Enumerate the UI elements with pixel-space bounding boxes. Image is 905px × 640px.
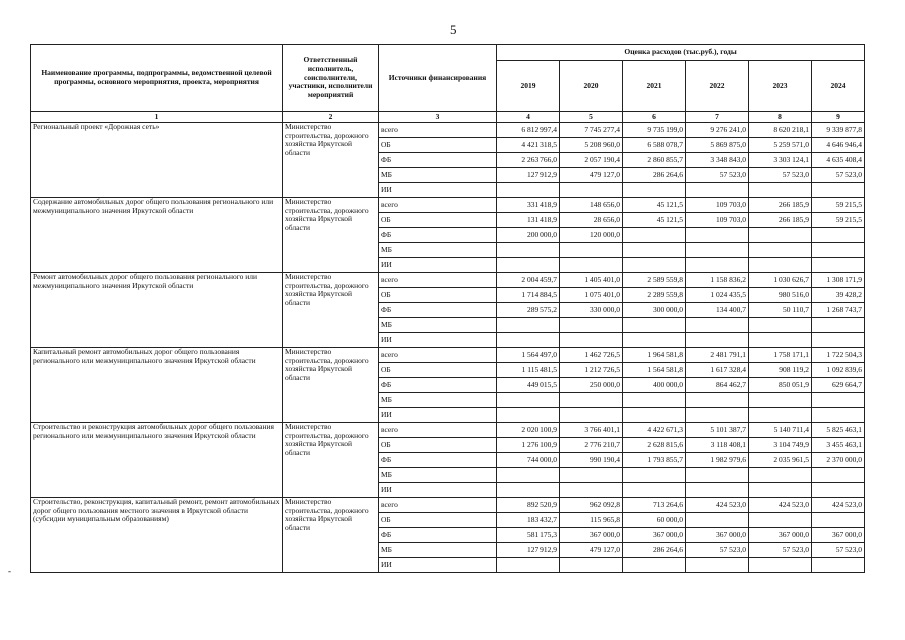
cost-value xyxy=(497,558,560,573)
cost-value xyxy=(497,468,560,483)
cost-value xyxy=(623,243,686,258)
cost-value: 57 523,0 xyxy=(686,168,749,183)
cost-value: 5 208 960,0 xyxy=(560,138,623,153)
funding-source: всего xyxy=(379,123,497,138)
cost-value: 479 127,0 xyxy=(560,543,623,558)
cost-value: 183 432,7 xyxy=(497,513,560,528)
cost-value: 4 646 946,4 xyxy=(812,138,865,153)
funding-source: ФБ xyxy=(379,378,497,393)
cost-value xyxy=(749,468,812,483)
cost-value xyxy=(749,483,812,498)
cost-value: 57 523,0 xyxy=(749,543,812,558)
cost-value: 2 628 815,6 xyxy=(623,438,686,453)
cost-value xyxy=(686,558,749,573)
cost-value: 367 000,0 xyxy=(812,528,865,543)
cost-value: 1 092 839,6 xyxy=(812,363,865,378)
funding-source: МБ xyxy=(379,168,497,183)
cost-value: 7 745 277,4 xyxy=(560,123,623,138)
funding-source: ОБ xyxy=(379,213,497,228)
funding-source: МБ xyxy=(379,318,497,333)
cost-value: 629 664,7 xyxy=(812,378,865,393)
funding-source: ИИ xyxy=(379,258,497,273)
cost-value: 962 092,8 xyxy=(560,498,623,513)
cost-value xyxy=(749,558,812,573)
cost-value xyxy=(623,483,686,498)
funding-source: ОБ xyxy=(379,438,497,453)
responsible-executor: Министерство строительства, дорожного хозяйства Иркутской области xyxy=(283,348,379,423)
cost-value xyxy=(623,183,686,198)
funding-source: ОБ xyxy=(379,288,497,303)
cost-value: 367 000,0 xyxy=(686,528,749,543)
cost-value: 57 523,0 xyxy=(812,543,865,558)
cost-value: 1 617 328,4 xyxy=(686,363,749,378)
table-row xyxy=(31,123,865,138)
cost-value: 3 766 401,1 xyxy=(560,423,623,438)
cost-value: 2 035 961,5 xyxy=(749,453,812,468)
cost-value xyxy=(812,333,865,348)
cost-value: 148 656,0 xyxy=(560,198,623,213)
funding-source: МБ xyxy=(379,468,497,483)
cost-value: 4 635 408,4 xyxy=(812,153,865,168)
cost-value: 115 965,8 xyxy=(560,513,623,528)
cost-value: 9 276 241,0 xyxy=(686,123,749,138)
header-cost-estimate: Оценка расходов (тыс.руб.), годы xyxy=(497,45,865,61)
header-year: 2021 xyxy=(623,61,686,112)
cost-value: 266 185,9 xyxy=(749,213,812,228)
cost-value: 2 004 459,7 xyxy=(497,273,560,288)
cost-value xyxy=(812,513,865,528)
funding-source: МБ xyxy=(379,543,497,558)
cost-value xyxy=(686,243,749,258)
funding-source: всего xyxy=(379,498,497,513)
cost-value xyxy=(497,183,560,198)
cost-value: 57 523,0 xyxy=(812,168,865,183)
cost-value xyxy=(497,408,560,423)
cost-value: 424 523,0 xyxy=(686,498,749,513)
cost-value: 3 455 463,1 xyxy=(812,438,865,453)
cost-value xyxy=(560,393,623,408)
cost-value: 864 462,7 xyxy=(686,378,749,393)
cost-value: 1 158 836,2 xyxy=(686,273,749,288)
cost-value: 5 259 571,0 xyxy=(749,138,812,153)
cost-value: 45 121,5 xyxy=(623,213,686,228)
table-row xyxy=(31,423,865,438)
funding-source: ИИ xyxy=(379,558,497,573)
cost-value: 3 104 749,9 xyxy=(749,438,812,453)
cost-value: 127 912,9 xyxy=(497,168,560,183)
funding-source: ФБ xyxy=(379,228,497,243)
column-number: 7 xyxy=(686,112,749,123)
cost-value: 1 964 581,8 xyxy=(623,348,686,363)
cost-value: 6 588 078,7 xyxy=(623,138,686,153)
cost-value: 424 523,0 xyxy=(749,498,812,513)
cost-value: 286 264,6 xyxy=(623,543,686,558)
cost-value xyxy=(812,318,865,333)
cost-value: 1 714 884,5 xyxy=(497,288,560,303)
header-year: 2024 xyxy=(812,61,865,112)
funding-source: ФБ xyxy=(379,528,497,543)
funding-source: всего xyxy=(379,423,497,438)
cost-value xyxy=(812,183,865,198)
cost-value: 1 564 581,8 xyxy=(623,363,686,378)
cost-value: 57 523,0 xyxy=(749,168,812,183)
cost-value: 39 428,2 xyxy=(812,288,865,303)
cost-value xyxy=(749,393,812,408)
cost-value: 2 776 210,7 xyxy=(560,438,623,453)
cost-value: 400 000,0 xyxy=(623,378,686,393)
cost-value: 4 421 318,5 xyxy=(497,138,560,153)
cost-value xyxy=(560,318,623,333)
cost-value xyxy=(812,558,865,573)
cost-value: 6 812 997,4 xyxy=(497,123,560,138)
cost-value xyxy=(812,483,865,498)
funding-source: ОБ xyxy=(379,363,497,378)
cost-value: 1 758 171,1 xyxy=(749,348,812,363)
cost-value: 1 462 726,5 xyxy=(560,348,623,363)
measure-name: Строительство, реконструкция, капитальный ремонт, ремонт автомобильных дорог общего пользования местного значения в Иркутской области (субсидии муниципальным образованиям) xyxy=(31,498,283,573)
cost-value: 744 000,0 xyxy=(497,453,560,468)
responsible-executor: Министерство строительства, дорожного хозяйства Иркутской области xyxy=(283,273,379,348)
cost-value xyxy=(749,333,812,348)
cost-value xyxy=(812,243,865,258)
cost-value xyxy=(623,228,686,243)
cost-value: 2 263 766,0 xyxy=(497,153,560,168)
cost-value xyxy=(812,258,865,273)
column-number: 4 xyxy=(497,112,560,123)
cost-value: 892 520,9 xyxy=(497,498,560,513)
cost-value: 367 000,0 xyxy=(623,528,686,543)
cost-value: 109 703,0 xyxy=(686,213,749,228)
column-number: 5 xyxy=(560,112,623,123)
cost-value xyxy=(686,183,749,198)
cost-value: 300 000,0 xyxy=(623,303,686,318)
cost-value: 4 422 671,3 xyxy=(623,423,686,438)
cost-value: 286 264,6 xyxy=(623,168,686,183)
funding-source: ИИ xyxy=(379,333,497,348)
cost-value: 266 185,9 xyxy=(749,198,812,213)
cost-value xyxy=(686,333,749,348)
table-row xyxy=(31,198,865,213)
measure-name: Капитальный ремонт автомобильных дорог общего пользования регионального или межмуниципального значения Иркутской области xyxy=(31,348,283,423)
cost-value: 3 348 843,0 xyxy=(686,153,749,168)
cost-value: 57 523,0 xyxy=(686,543,749,558)
cost-value xyxy=(497,243,560,258)
column-number: 9 xyxy=(812,112,865,123)
cost-value: 5 101 387,7 xyxy=(686,423,749,438)
cost-value xyxy=(497,483,560,498)
cost-value xyxy=(686,513,749,528)
cost-value xyxy=(560,408,623,423)
cost-value: 2 370 000,0 xyxy=(812,453,865,468)
cost-value xyxy=(686,258,749,273)
funding-source: ИИ xyxy=(379,408,497,423)
cost-value: 1 982 979,6 xyxy=(686,453,749,468)
cost-value: 850 051,9 xyxy=(749,378,812,393)
cost-value: 60 000,0 xyxy=(623,513,686,528)
cost-value: 2 289 559,8 xyxy=(623,288,686,303)
funding-source: ФБ xyxy=(379,453,497,468)
cost-value: 1 564 497,0 xyxy=(497,348,560,363)
cost-value xyxy=(497,393,560,408)
cost-value xyxy=(560,243,623,258)
cost-value: 479 127,0 xyxy=(560,168,623,183)
cost-value: 200 000,0 xyxy=(497,228,560,243)
cost-value: 424 523,0 xyxy=(812,498,865,513)
cost-value xyxy=(686,318,749,333)
cost-value xyxy=(749,228,812,243)
cost-value: 1 268 743,7 xyxy=(812,303,865,318)
cost-value xyxy=(560,558,623,573)
cost-value xyxy=(812,393,865,408)
cost-value xyxy=(623,333,686,348)
cost-value: 1 405 401,0 xyxy=(560,273,623,288)
funding-source: всего xyxy=(379,273,497,288)
responsible-executor: Министерство строительства, дорожного хозяйства Иркутской области xyxy=(283,198,379,273)
cost-value: 5 869 875,0 xyxy=(686,138,749,153)
cost-value xyxy=(623,393,686,408)
funding-source: ИИ xyxy=(379,483,497,498)
cost-value: 1 722 504,3 xyxy=(812,348,865,363)
funding-source: ОБ xyxy=(379,513,497,528)
cost-value xyxy=(497,318,560,333)
cost-value: 134 400,7 xyxy=(686,303,749,318)
cost-value: 3 118 408,1 xyxy=(686,438,749,453)
cost-value xyxy=(749,408,812,423)
cost-value xyxy=(560,183,623,198)
cost-value xyxy=(623,258,686,273)
measure-name: Строительство и реконструкция автомобильных дорог общего пользования регионального или межмуниципального значения Иркутской области xyxy=(31,423,283,498)
cost-value xyxy=(623,318,686,333)
responsible-executor: Министерство строительства, дорожного хозяйства Иркутской области xyxy=(283,423,379,498)
cost-value xyxy=(749,513,812,528)
cost-value: 1 276 100,9 xyxy=(497,438,560,453)
cost-value: 1 075 401,0 xyxy=(560,288,623,303)
cost-value: 50 110,7 xyxy=(749,303,812,318)
cost-value xyxy=(560,483,623,498)
header-year: 2019 xyxy=(497,61,560,112)
cost-value: 980 516,0 xyxy=(749,288,812,303)
funding-source: всего xyxy=(379,198,497,213)
cost-value xyxy=(749,258,812,273)
cost-value: 1 308 171,9 xyxy=(812,273,865,288)
cost-value xyxy=(686,393,749,408)
cost-value: 9 339 877,8 xyxy=(812,123,865,138)
cost-value: 713 264,6 xyxy=(623,498,686,513)
cost-value: 367 000,0 xyxy=(749,528,812,543)
cost-value: 131 418,9 xyxy=(497,213,560,228)
cost-value xyxy=(560,258,623,273)
cost-value xyxy=(812,408,865,423)
cost-value xyxy=(623,558,686,573)
cost-value xyxy=(497,333,560,348)
cost-value xyxy=(812,468,865,483)
header-program-name: Наименование программы, подпрограммы, ведомственной целевой программы, основного мероприятия, проекта, мероприятия xyxy=(31,45,283,112)
cost-value: 59 215,5 xyxy=(812,198,865,213)
column-number: 3 xyxy=(379,112,497,123)
cost-value: 250 000,0 xyxy=(560,378,623,393)
cost-value: 1 115 481,5 xyxy=(497,363,560,378)
header-funding-source: Источники финансирования xyxy=(379,45,497,112)
header-year: 2023 xyxy=(749,61,812,112)
cost-value xyxy=(623,408,686,423)
cost-value xyxy=(686,228,749,243)
cost-value: 28 656,0 xyxy=(560,213,623,228)
funding-source: МБ xyxy=(379,243,497,258)
cost-value xyxy=(560,468,623,483)
header-year: 2020 xyxy=(560,61,623,112)
cost-value: 581 175,3 xyxy=(497,528,560,543)
cost-value xyxy=(749,318,812,333)
cost-value: 330 000,0 xyxy=(560,303,623,318)
expenditure-table xyxy=(30,44,865,573)
table-row xyxy=(31,273,865,288)
table-body xyxy=(31,123,865,573)
cost-value: 3 303 124,1 xyxy=(749,153,812,168)
cost-value: 2 020 100,9 xyxy=(497,423,560,438)
cost-value: 2 860 855,7 xyxy=(623,153,686,168)
cost-value: 2 589 559,8 xyxy=(623,273,686,288)
column-number: 8 xyxy=(749,112,812,123)
cost-value: 5 825 463,1 xyxy=(812,423,865,438)
header-year: 2022 xyxy=(686,61,749,112)
funding-source: МБ xyxy=(379,393,497,408)
funding-source: всего xyxy=(379,348,497,363)
cost-value: 5 140 711,4 xyxy=(749,423,812,438)
cost-value: 1 024 435,5 xyxy=(686,288,749,303)
funding-source: ФБ xyxy=(379,153,497,168)
cost-value: 289 575,2 xyxy=(497,303,560,318)
responsible-executor: Министерство строительства, дорожного хозяйства Иркутской области xyxy=(283,123,379,198)
cost-value: 9 735 199,0 xyxy=(623,123,686,138)
cost-value xyxy=(686,483,749,498)
cost-value: 331 418,9 xyxy=(497,198,560,213)
cost-value: 1 793 855,7 xyxy=(623,453,686,468)
cost-value: 990 190,4 xyxy=(560,453,623,468)
cost-value xyxy=(623,468,686,483)
cost-value: 59 215,5 xyxy=(812,213,865,228)
cost-value: 367 000,0 xyxy=(560,528,623,543)
cost-value xyxy=(749,243,812,258)
table-row xyxy=(31,348,865,363)
cost-value: 2 057 190,4 xyxy=(560,153,623,168)
column-number: 6 xyxy=(623,112,686,123)
cost-value xyxy=(812,228,865,243)
cost-value xyxy=(749,183,812,198)
funding-source: ОБ xyxy=(379,138,497,153)
cost-value: 1 212 726,5 xyxy=(560,363,623,378)
cost-value: 127 912,9 xyxy=(497,543,560,558)
cost-value: 2 481 791,1 xyxy=(686,348,749,363)
table-row xyxy=(31,498,865,513)
funding-source: ИИ xyxy=(379,183,497,198)
cost-value: 1 030 626,7 xyxy=(749,273,812,288)
cost-value xyxy=(686,468,749,483)
column-number: 1 xyxy=(31,112,283,123)
funding-source: ФБ xyxy=(379,303,497,318)
measure-name: Содержание автомобильных дорог общего пользования регионального или межмуниципального значения Иркутской области xyxy=(31,198,283,273)
page-number: 5 xyxy=(450,22,457,37)
measure-name: Ремонт автомобильных дорог общего пользования регионального или межмуниципального значения Иркутской области xyxy=(31,273,283,348)
cost-value xyxy=(560,333,623,348)
cost-value: 45 121,5 xyxy=(623,198,686,213)
cost-value: 449 015,5 xyxy=(497,378,560,393)
cost-value: 908 119,2 xyxy=(749,363,812,378)
column-number: 2 xyxy=(283,112,379,123)
measure-name: Региональный проект «Дорожная сеть» xyxy=(31,123,283,198)
cost-value xyxy=(497,258,560,273)
cost-value xyxy=(686,408,749,423)
stray-mark: - xyxy=(8,566,11,576)
cost-value: 120 000,0 xyxy=(560,228,623,243)
cost-value: 8 620 218,1 xyxy=(749,123,812,138)
cost-value: 109 703,0 xyxy=(686,198,749,213)
header-executor: Ответственный исполнитель, соисполнители, участники, исполнители мероприятий xyxy=(283,45,379,112)
responsible-executor: Министерство строительства, дорожного хозяйства Иркутской области xyxy=(283,498,379,573)
